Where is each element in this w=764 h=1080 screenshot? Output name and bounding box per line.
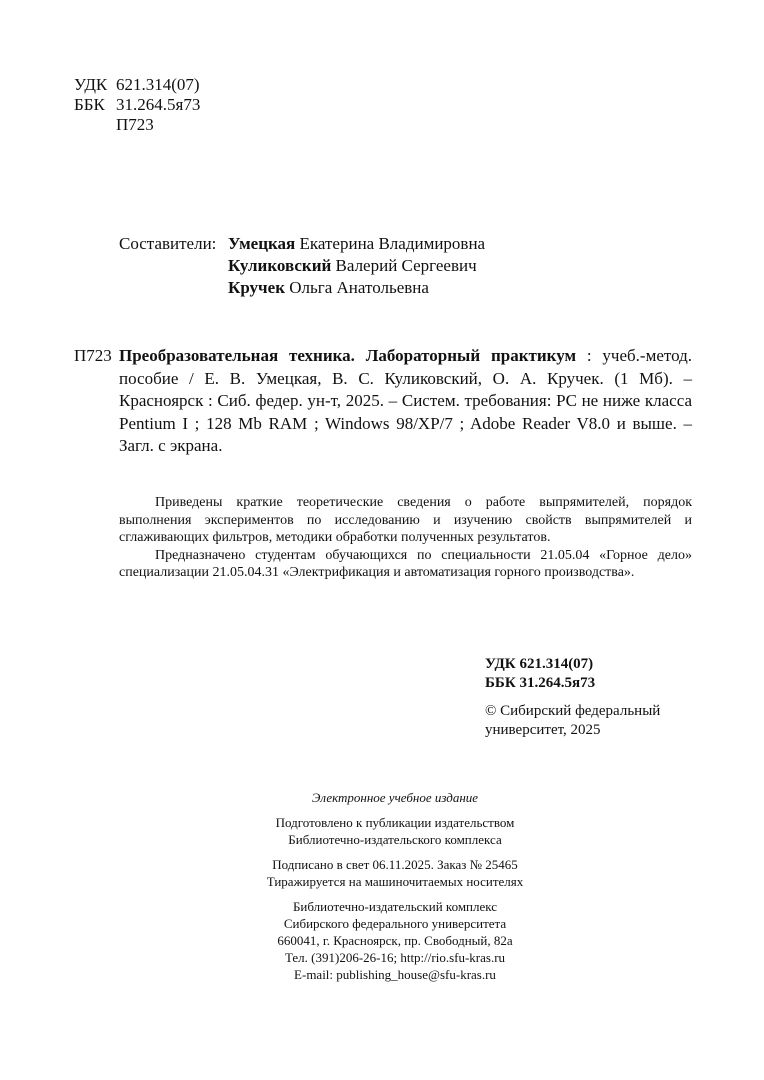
abstract-paragraph: Приведены краткие теоретические сведения о работе выпрямителей, порядок выполнения экспериментов по исследованию и изучению свойств выпрямителей и сглаживающих фильтров, методики обработки полученных результатов. [119,495,692,545]
abstract [119,494,692,582]
bibliographic-description: : учеб.-метод. пособие / Е. В. Умецкая, В. С. Куликовский, О. А. Кручек. (1 Мб). – Красноярск : Сиб. федер. ун-т, 2025. – Систем. требования: PC не ниже класса Pentium I ; 128 Mb RAM ; Windows 98/XP/7 ; Adobe Reader V8.0 и выше. – Загл. с экрана. [119,346,693,455]
author-mark: П723 [116,115,154,134]
copyright [485,702,660,740]
compilers-label: Составители: [119,234,217,253]
compiler-surname: Умецкая [228,234,296,253]
compiler-name: Екатерина Владимировна [299,234,486,253]
udk-label: УДК [74,75,108,94]
compiler-surname: Кручек [228,278,285,297]
publisher-phone: Тел. (391)206-26-16; http://rio.sfu-kras.ru [284,950,506,965]
replication-line: Тиражируется на машиночитаемых носителях [266,874,524,889]
prepared-line: Библиотечно-издательского комплекса [288,832,502,847]
bbk-code: 31.264.5я73 [116,95,201,114]
compiler-name: Ольга Анатольевна [289,278,429,297]
udk-code: 621.314(07) [116,75,200,94]
bbk-row [74,95,200,115]
book-title: Преобразовательная техника. Лабораторный практикум [119,346,577,365]
compiler-row [119,233,485,255]
edition-type: Электронное учебное издание [311,790,479,805]
publisher-email: E-mail: publishing_house@sfu-kras.ru [294,967,496,982]
classification-block [74,75,200,135]
abstract-paragraph: Предназначено студентам обучающихся по специальности 21.05.04 «Горное дело» специализации 21.05.04.31 «Электрификация и автоматизация горного производства». [119,547,692,580]
footer-bbk: ББК 31.264.5я73 [485,675,596,691]
publisher-address: 660041, г. Красноярск, пр. Свободный, 82а [277,933,513,948]
footer-codes [485,655,595,693]
udk-row [74,75,200,95]
compilers-block [119,233,485,299]
publisher-line: Библиотечно-издательский комплекс [292,899,498,914]
copyright-line: университет, 2025 [485,722,601,738]
compiler-row [119,255,485,277]
prepared-line: Подготовлено к публикации издательством [275,815,515,830]
compiler-row [119,277,485,299]
bibliography-code: П723 [74,346,112,365]
bibliographic-record [119,345,692,458]
bbk-label: ББК [74,95,105,114]
compiler-surname: Куликовский [228,256,332,275]
compiler-name: Валерий Сергеевич [335,256,477,275]
footer-udk: УДК 621.314(07) [485,656,594,672]
publisher-line: Сибирского федерального университета [283,916,507,931]
imprint [195,789,595,983]
copyright-line: © Сибирский федеральный [485,703,661,719]
signed-line: Подписано в свет 06.11.2025. Заказ № 25465 [272,857,518,872]
